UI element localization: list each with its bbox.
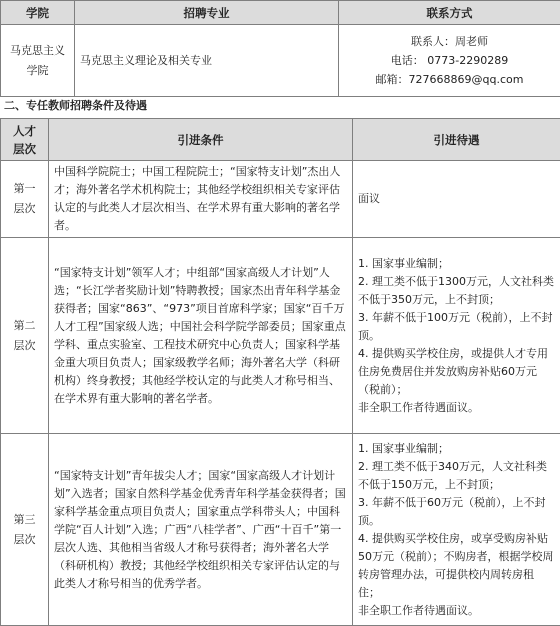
level-cell: 第二层次: [1, 238, 49, 434]
conditions-cell: “国家特支计划”领军人才；中组部“国家高级人才计划”人选；“长江学者奖励计划”特聘教授；国家杰出青年科学基金获得者；国家“863”、“973”项目首席科学家；国家“百千万人才工程”国家级人选；中国社会科学院学部委员；国家重点学科、重点实验室、工程技术研究中心负责人；国家科学基金重大项目负责人；国家级教学名师；海外著名大学（科研机构）终身教授；其他经学校认定的与此类人才称号相当、在学术界有重大影响的著名学者。: [49, 238, 353, 434]
treatment-item: 4. 提供购买学校住房，或享受购房补贴50万元（税前）；不购房者，根据学校周转房管理办法，可提供校内周转房租住；: [358, 530, 555, 602]
contact-person: 联系人：周老师: [339, 32, 560, 51]
table-row: [1, 238, 560, 434]
treatment-item: 非全职工作者待遇面议。: [358, 602, 555, 620]
contact-cell: [339, 25, 560, 97]
major-cell: 马克思主义理论及相关专业: [75, 25, 339, 97]
college-cell: 马克思主义学院: [1, 25, 75, 97]
treatment-item: 2. 理工类不低于340万元，人文社科类不低于150万元，上不封顶；: [358, 458, 555, 494]
level-cell: 第一层次: [1, 161, 49, 238]
treatment-item: 面议: [358, 190, 555, 208]
section-title: 二、专任教师招聘条件及待遇: [4, 99, 147, 113]
contact-phone: 电话： 0773-2290289: [339, 51, 560, 70]
conditions-cell: 中国科学院院士；中国工程院院士；“国家特支计划”杰出人才；海外著名学术机构院士；其他经学校组织相关专家评估认定的与此类人才层次相当、在学术界有重大影响的著名学者。: [49, 161, 353, 238]
header-level: 人才层次: [1, 119, 49, 161]
header-conditions: 引进条件: [49, 119, 353, 161]
treatment-cell: [353, 161, 560, 238]
conditions-table: [0, 118, 560, 626]
table-row: [1, 434, 560, 626]
header-major: 招聘专业: [75, 1, 339, 25]
contact-table-row: [1, 25, 560, 97]
table-row: [1, 161, 560, 238]
treatment-item: 3. 年薪不低于60万元（税前），上不封顶。: [358, 494, 555, 530]
treatment-item: 1. 国家事业编制；: [358, 440, 555, 458]
contact-table-header-row: [1, 1, 560, 25]
treatment-item: 1. 国家事业编制；: [358, 255, 555, 273]
level-cell: 第三层次: [1, 434, 49, 626]
contact-table: [0, 0, 560, 97]
treatment-item: 4. 提供购买学校住房，或提供人才专用住房免费居住并发放购房补贴60万元（税前）；: [358, 345, 555, 399]
treatment-cell: [353, 238, 560, 434]
header-contact: 联系方式: [339, 1, 560, 25]
header-treatment: 引进待遇: [353, 119, 560, 161]
treatment-item: 非全职工作者待遇面议。: [358, 399, 555, 417]
treatment-item: 3. 年薪不低于100万元（税前），上不封顶。: [358, 309, 555, 345]
conditions-table-header-row: [1, 119, 560, 161]
header-college: 学院: [1, 1, 75, 25]
contact-email[interactable]: 邮箱：727668869@qq.com: [339, 70, 560, 89]
treatment-cell: [353, 434, 560, 626]
treatment-item: 2. 理工类不低于1300万元，人文社科类不低于350万元，上不封顶；: [358, 273, 555, 309]
conditions-cell: “国家特支计划”青年拔尖人才；国家“国家高级人才计划计划”入选者；国家自然科学基金优秀青年科学基金获得者；国家科学基金重点项目负责人；国家重点学科带头人；中国科学院“百人计划”入选；广西“八桂学者”、广西“十百千”第一层次人选、其他相当省级人才称号获得者；海外著名大学（科研机构）教授；其他经学校组织相关专家评估认定的与此类人才称号相当的优秀学者。: [49, 434, 353, 626]
